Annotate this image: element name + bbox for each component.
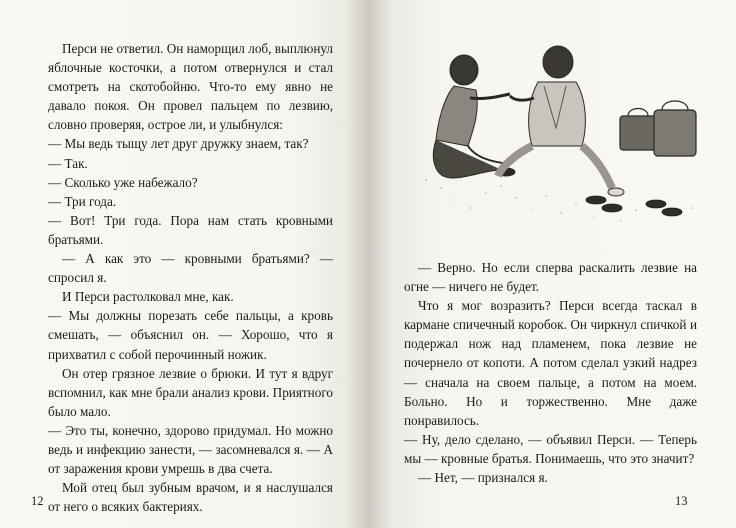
dialogue-line: — Верно. Но если сперва раскалить лезвие на огне — ничего не будет. — [404, 260, 697, 295]
illustration-boys-sitting — [406, 28, 706, 228]
paragraph: И Перси растолковал мне, как. — [62, 289, 234, 305]
dialogue-line: — Ну, дело сделано, — объявил Перси. — Теперь мы — кровные братья. Понимаешь, что это значит? — [404, 431, 697, 466]
paragraph: Перси не ответил. Он наморщил лоб, выплюнул яблочные косточки, а потом отвернулся и стал смотреть на скотобойню. Что-то ему явно не давало покоя. Он провел пальцем по лезвию, словно проверяя, острое ли, и улыбнулся: — [48, 41, 333, 133]
right-page-text — [404, 258, 697, 487]
page-number: 13 — [675, 494, 688, 508]
dialogue-line: — Нет, — признался я. — [418, 470, 548, 486]
left-page-text — [48, 39, 333, 516]
boy-right — [498, 46, 624, 196]
boy-left — [433, 55, 515, 178]
dialogue-line: — Мы должны порезать себе пальцы, а кровь смешать, — объяснил он. — Хорошо, что я прихватил с собой перочинный ножик. — [48, 308, 333, 362]
bags — [620, 101, 696, 156]
paragraph: Мой отец был зубным врачом, и я наслушался от него о всяких бактериях. — [48, 480, 333, 515]
dialogue-line: — Сколько уже набежало? — [48, 174, 198, 190]
dialogue-line: — А как это — кровными братьями? — спросил я. — [48, 251, 333, 286]
dialogue-line: — Три года. — [48, 193, 117, 209]
paragraph: Что я мог возразить? Перси всегда таскал в кармане спичечный коробок. Он чиркнул спичкой и подержал нож над пламенем, пока лезвие не почернело от копоти. А потом сделал узкий надрез — сначала на своем пальце, а потом на моем. Больно. Но и торжественно. Мне даже понравилось. — [404, 298, 697, 428]
shoes — [586, 196, 682, 216]
dialogue-line: — Мы ведь тыщу лет друг дружку знаем, так? — [48, 136, 309, 152]
paragraph: Он отер грязное лезвие о брюки. И тут я вдруг вспомнил, как мне брали анализ крови. Приятного было мало. — [48, 365, 333, 419]
dialogue-line: — Вот! Три года. Пора нам стать кровными братьями. — [48, 212, 333, 247]
page-number: 12 — [31, 494, 44, 508]
right-page — [368, 0, 736, 528]
ground-texture — [425, 177, 692, 222]
dialogue-line: — Это ты, конечно, здорово придумал. Но можно ведь и инфекцию занести, — засомневался я. — А от заражения крови умрешь в два счета. — [48, 422, 333, 477]
dialogue-line: — Так. — [48, 155, 88, 171]
